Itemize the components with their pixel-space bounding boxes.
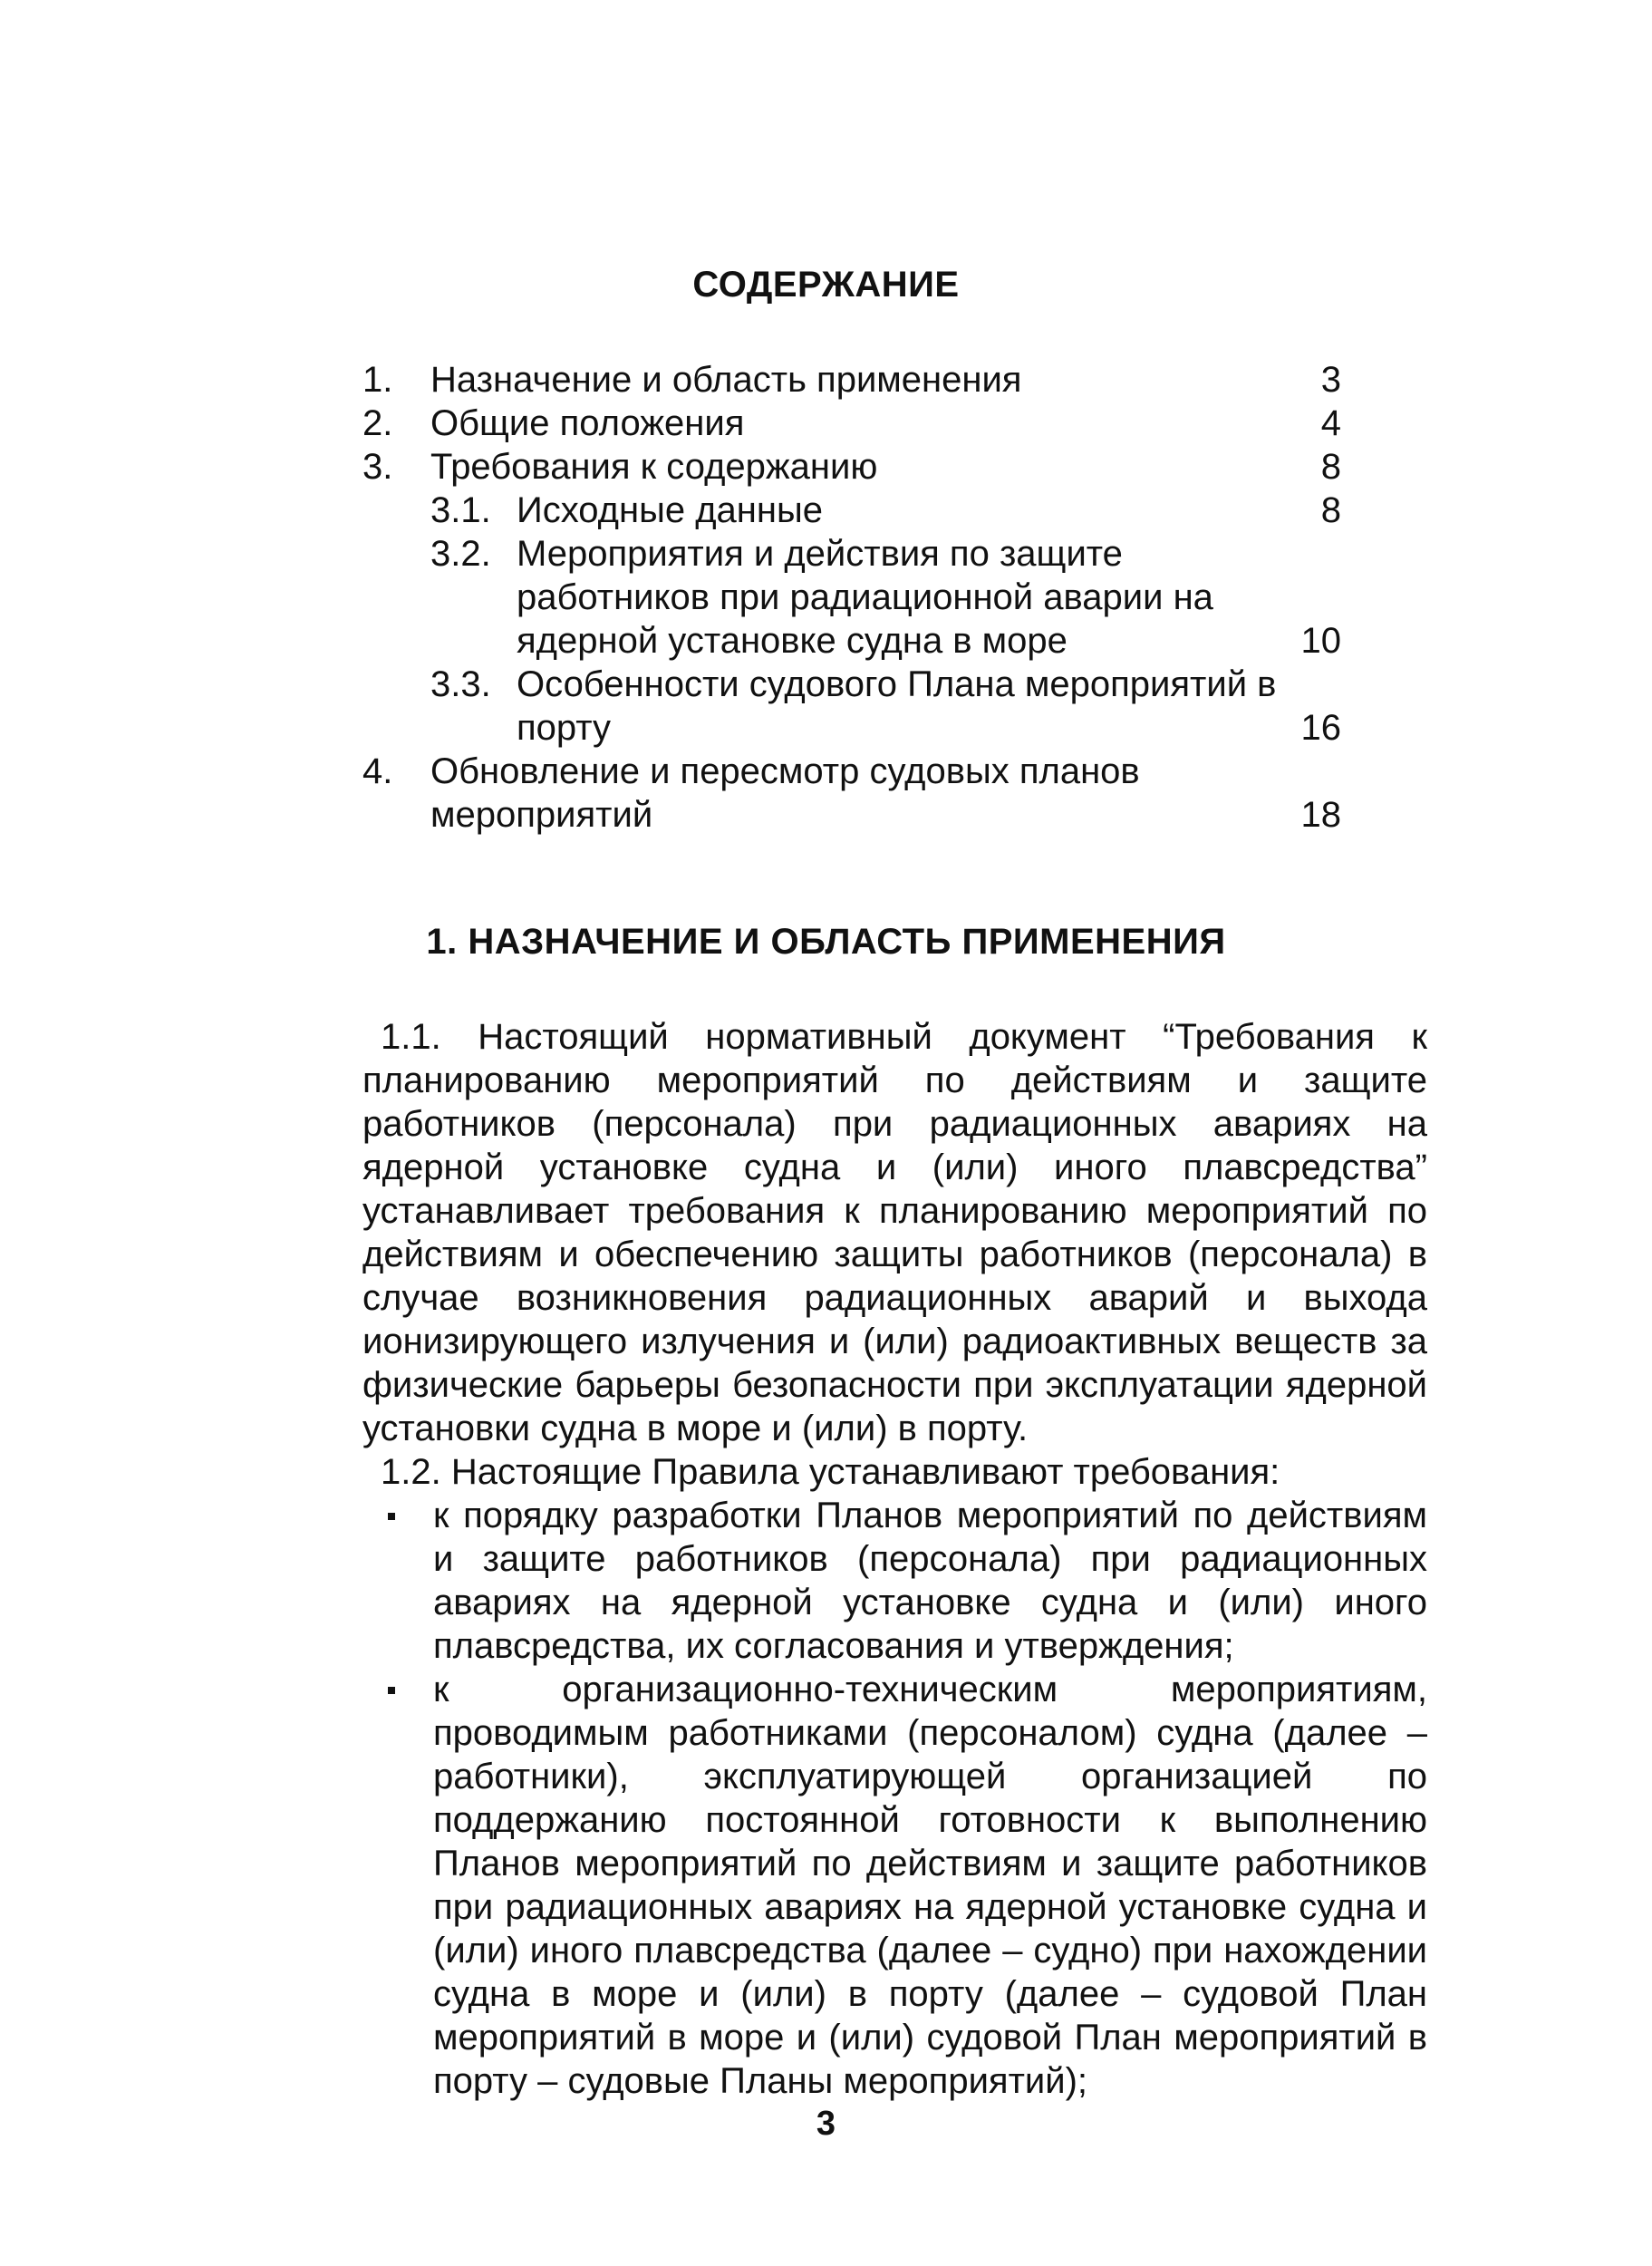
requirements-list bbox=[362, 1494, 1427, 2103]
toc-item-text: Обновление и пересмотр судовых планов мероприятий bbox=[430, 751, 1140, 835]
toc-item-3-2[interactable] bbox=[362, 532, 1341, 663]
toc-item-text: Особенности судового Плана мероприятий в порту bbox=[517, 664, 1277, 748]
toc-item-number: 3.2. bbox=[430, 534, 491, 574]
toc-item-number: 3.3. bbox=[430, 664, 491, 704]
list-item-text: к организационно-техническим мероприятиям, проводимым работниками (персоналом) судна (далее – работники), эксплуатирующей организацией по поддержанию постоянной готовности к выполнению Планов мероприятий по действиям и защите работников при радиационных авариях на ядерной установке судна и (или) иного плавсредства (далее – судно) при нахождении судна в море и (или) в порту (далее – судовой План мероприятий в море и (или) судовой План мероприятий в порту – судовые Планы мероприятий); bbox=[433, 1670, 1427, 2101]
toc-item-page: 16 bbox=[1300, 708, 1341, 748]
section-1-heading: 1. НАЗНАЧЕНИЕ И ОБЛАСТЬ ПРИМЕНЕНИЯ bbox=[426, 922, 1226, 962]
toc-item-2[interactable] bbox=[362, 402, 1341, 445]
toc-item-page: 3 bbox=[1320, 360, 1341, 400]
toc-item-text: Требования к содержанию bbox=[430, 447, 878, 487]
toc-item-number: 2. bbox=[362, 403, 393, 443]
paragraph-1-2: 1.2. Настоящие Правила устанавливают требования: bbox=[381, 1452, 1280, 1492]
table-of-contents bbox=[362, 358, 1341, 837]
list-item bbox=[362, 1668, 1427, 2103]
toc-item-number: 3.1. bbox=[430, 490, 491, 530]
bullet-icon bbox=[388, 1687, 395, 1694]
toc-item-page: 18 bbox=[1300, 795, 1341, 835]
section-1-body bbox=[362, 1015, 1427, 2103]
toc-item-text: Общие положения bbox=[430, 403, 745, 443]
toc-item-text: Исходные данные bbox=[517, 490, 823, 530]
toc-item-1[interactable] bbox=[362, 358, 1341, 402]
toc-item-3[interactable] bbox=[362, 445, 1341, 489]
toc-item-page: 10 bbox=[1300, 621, 1341, 661]
toc-item-3-3[interactable] bbox=[362, 663, 1341, 750]
list-item bbox=[362, 1494, 1427, 1668]
toc-item-text: Мероприятия и действия по защите работников при радиационной аварии на ядерной установке судна в море bbox=[517, 534, 1213, 661]
toc-item-page: 4 bbox=[1320, 403, 1341, 443]
bullet-icon bbox=[388, 1513, 395, 1520]
list-item-text: к порядку разработки Планов мероприятий по действиям и защите работников (персонала) при радиационных авариях на ядерной установке судна и (или) иного плавсредства, их согласования и утверждения; bbox=[433, 1496, 1427, 1666]
toc-item-number: 3. bbox=[362, 447, 393, 487]
toc-item-4[interactable] bbox=[362, 750, 1341, 837]
toc-item-page: 8 bbox=[1320, 490, 1341, 530]
paragraph-1-1: 1.1. Настоящий нормативный документ “Требования к планированию мероприятий по действиям и защите работников (персонала) при радиационных авариях на ядерной установке судна и (или) иного плавсредства” устанавливает требования к планированию мероприятий по действиям и обеспечению защиты работников (персонала) в случае возникновения радиационных аварий и выхода ионизирующего излучения и (или) радиоактивных веществ за физические барьеры безопасности при эксплуатации ядерной установки судна в море и (или) в порту. bbox=[362, 1017, 1427, 1448]
toc-item-number: 1. bbox=[362, 360, 393, 400]
toc-item-page: 8 bbox=[1320, 447, 1341, 487]
toc-item-3-1[interactable] bbox=[362, 489, 1341, 532]
toc-title: СОДЕРЖАНИЕ bbox=[692, 265, 960, 305]
toc-item-number: 4. bbox=[362, 751, 393, 791]
page-number: 3 bbox=[816, 2105, 836, 2143]
toc-item-text: Назначение и область применения bbox=[430, 360, 1022, 400]
